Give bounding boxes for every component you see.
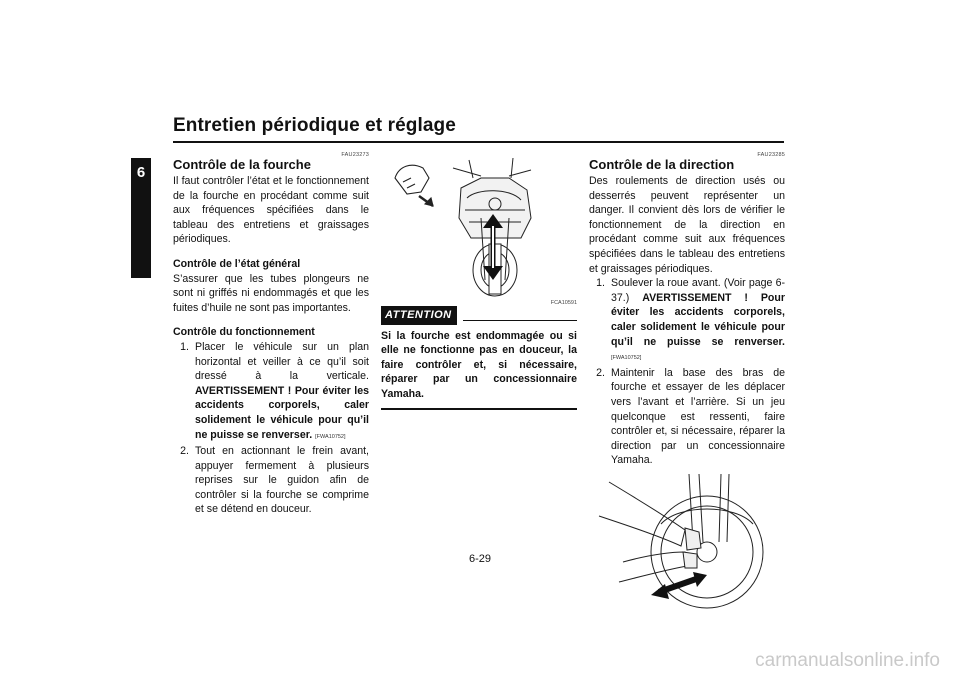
attention-text: Si la fourche est endommagée ou si elle ne fonctionne pas en douceur, la faire contrôler et, si nécessaire, réparer par un concessionnaire Yamaha. <box>381 329 577 400</box>
front-wheel-hands-illustration <box>589 472 785 612</box>
attention-label: ATTENTION <box>381 306 457 325</box>
subheading-operation: Contrôle du fonctionnement <box>173 326 315 339</box>
column-figure-attention <box>381 148 577 410</box>
step-text: Maintenir la base des bras de fourche et essayer de les déplacer vers l’avant et l’arrière. Si un jeu quelconque est ressenti, faire contrôler et, si nécessaire, réparer la direction par un concessionnaire Yamaha. <box>611 366 785 467</box>
section-heading: Contrôle de la fourche <box>173 157 311 172</box>
column-steering-check <box>589 148 785 642</box>
list-item: 2. Maintenir la base des bras de fourche et essayer de les déplacer vers l’avant et l’arrière. Si un jeu quelconque est ressenti, faire contrôler et, si nécessaire, réparer la direction par un concessionnaire Yamaha. <box>596 366 785 467</box>
step-text: Placer le véhicule sur un plan horizontal et veiller à ce qu’il soit dressé à la verticale. <box>195 340 369 383</box>
list-item: 1. Soulever la roue avant. (Voir page 6-37.) AVERTISSEMENT ! Pour éviter les accidents corporels, caler solidement le véhicule pour qu’il ne puisse se renverser. [FWA10752] <box>596 277 785 362</box>
section-code: FAU23285 <box>757 152 785 158</box>
steering-steps <box>589 276 785 468</box>
subheading-general: Contrôle de l’état général <box>173 257 301 270</box>
list-item: 2. Tout en actionnant le frein avant, appuyer fermement à plusieurs reprises sur le guidon afin de contrôler si la fourche se comprime et se détend en douceur. <box>180 445 369 516</box>
attention-rule <box>463 320 577 321</box>
step-text: Tout en actionnant le frein avant, appuyer fermement à plusieurs reprises sur le guidon afin de contrôler si la fourche se comprime et se détend en douceur. <box>195 445 369 516</box>
watermark: carmanualsonline.info <box>755 650 940 671</box>
motorcycle-front-illustration <box>381 148 577 298</box>
list-item: 1. Placer le véhicule sur un plan horizontal et veiller à ce qu’il soit dressé à la verticale. AVERTISSEMENT ! Pour éviter les accidents corporels, caler solidement le véhicule pour qu’il ne puisse se renverser. [FWA10752] <box>180 340 369 441</box>
warning-text: AVERTISSEMENT ! Pour éviter les accidents corporels, caler solidement le véhicule pour qu’il ne puisse se renverser. <box>195 384 369 441</box>
column-fork-check <box>173 148 369 517</box>
intro-paragraph: Des roulements de direction usés ou desserrés peuvent représenter un danger. Il convient dès lors de vérifier le fonctionnement de la direction en procédant comme suit aux fréquences spécifiées dans le tableau des entretiens et graissages périodiques. <box>589 175 785 275</box>
section-heading: Contrôle de la direction <box>589 157 735 172</box>
operation-steps <box>173 340 369 517</box>
step-text: Soulever la roue avant. (Voir page 6-37.) <box>611 277 785 304</box>
fork-figure <box>381 148 577 298</box>
page-number: 6-29 <box>468 553 492 565</box>
hand-push-icon <box>395 165 433 206</box>
header-rule <box>173 141 784 143</box>
intro-paragraph: Il faut contrôler l’état et le fonctionnement de la fourche en procédant comme suit aux fréquences spécifiées dans le tableau des entretiens et graissages périodiques. <box>173 175 369 246</box>
figure-code: FCA10591 <box>550 300 577 306</box>
chapter-tab: 6 <box>131 158 151 278</box>
push-pull-arrow-icon <box>651 572 707 599</box>
page-title: Entretien périodique et réglage <box>173 115 456 136</box>
attention-end-rule <box>381 408 577 410</box>
section-code: FAU23273 <box>341 152 369 158</box>
warning-ref: [FWA10752] <box>315 433 346 440</box>
warning-text: AVERTISSEMENT ! Pour éviter les accidents corporels, caler solidement le véhicule pour qu’il ne puisse se renverser. <box>611 291 785 348</box>
warning-ref: [FWA10752] <box>611 355 642 362</box>
attention-header <box>381 306 577 325</box>
general-paragraph: S’assurer que les tubes plongeurs ne sont ni griffés ni endommagés et que les fuites d’huile ne sont pas importantes. <box>173 272 369 314</box>
